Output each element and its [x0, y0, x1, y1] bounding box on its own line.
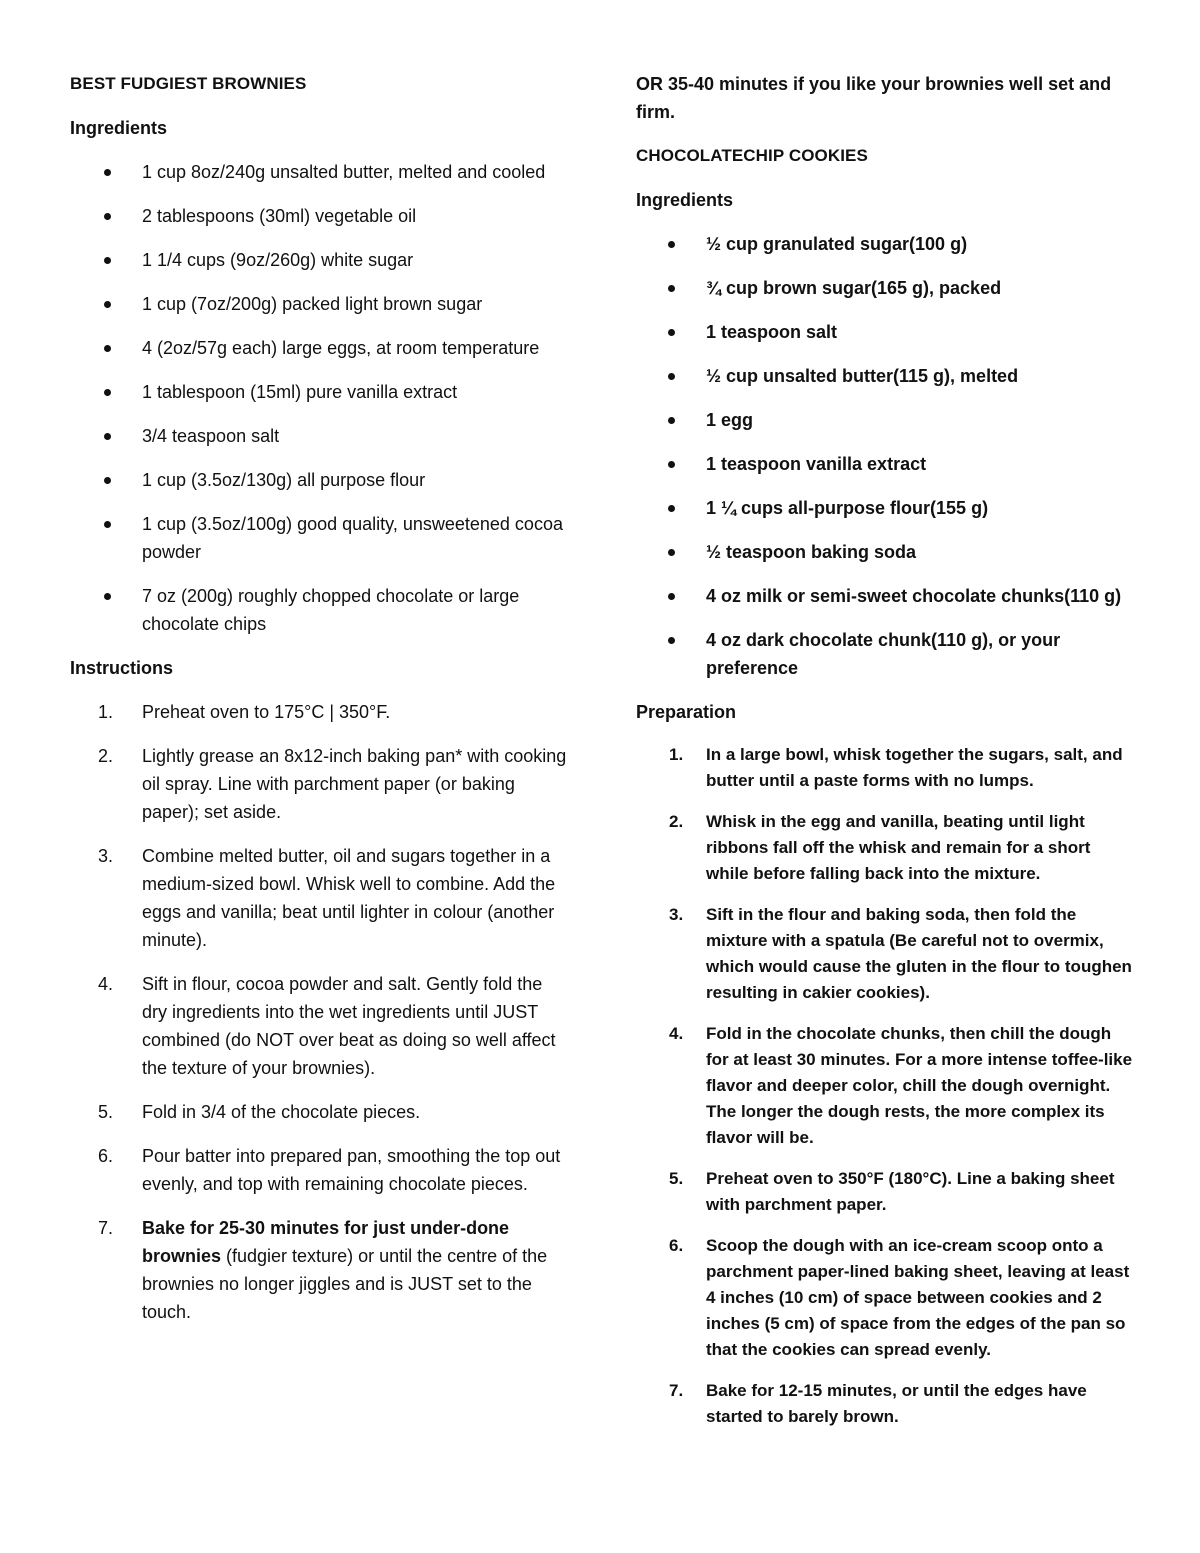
list-item: 1 tablespoon (15ml) pure vanilla extract [70, 378, 570, 406]
list-item: 1 cup (3.5oz/100g) good quality, unsweetened cocoa powder [70, 510, 570, 566]
list-item: ¾ cup brown sugar(165 g), packed [636, 274, 1136, 302]
list-item: 1 cup (7oz/200g) packed light brown sugar [70, 290, 570, 318]
list-item: 2 tablespoons (30ml) vegetable oil [70, 202, 570, 230]
list-item: 7. Bake for 12-15 minutes, or until the edges have started to barely brown. [669, 1381, 1087, 1426]
cookies-column [636, 70, 1136, 1445]
cookies-preparation-list [636, 742, 1136, 1430]
list-item: 3/4 teaspoon salt [70, 422, 570, 450]
bullet-icon [668, 505, 675, 512]
list-item: 4 oz milk or semi-sweet chocolate chunks(110 g) [636, 582, 1136, 610]
list-item: 2. Lightly grease an 8x12-inch baking pan* with cooking oil spray. Line with parchment paper (or baking paper); set aside. [98, 746, 567, 822]
bullet-icon [668, 285, 675, 292]
list-item: 6. Scoop the dough with an ice-cream scoop onto a parchment paper-lined baking sheet, leaving at least 4 inches (10 cm) of space between cookies and 2 inches (5 cm) of space from the edges of the pan so that the cookies can spread evenly. [669, 1236, 1130, 1359]
list-item: 1 1/4 cups (9oz/260g) white sugar [70, 246, 570, 274]
bullet-icon [668, 637, 675, 644]
bullet-icon [668, 241, 675, 248]
list-item: 4 oz dark chocolate chunk(110 g), or your preference [636, 626, 1136, 682]
brownies-instructions-list [70, 698, 570, 1326]
bullet-icon [104, 213, 111, 220]
list-item: 7 oz (200g) roughly chopped chocolate or large chocolate chips [70, 582, 570, 638]
brownies-instructions-heading: Instructions [70, 658, 174, 678]
bullet-icon [668, 461, 675, 468]
list-item: 1 cup 8oz/240g unsalted butter, melted and cooled [70, 158, 570, 186]
list-item: ½ cup granulated sugar(100 g) [636, 230, 1136, 258]
brownies-title: BEST FUDGIEST BROWNIES [70, 74, 307, 93]
bullet-icon [104, 521, 111, 528]
list-item: ½ cup unsalted butter(115 g), melted [636, 362, 1136, 390]
list-item: 3. Combine melted butter, oil and sugars together in a medium-sized bowl. Whisk well to combine. Add the eggs and vanilla; beat until lighter in colour (another minute). [98, 846, 556, 950]
cookies-ingredients-heading: Ingredients [636, 190, 734, 210]
list-item: 1. Preheat oven to 175°C | 350°F. [98, 702, 391, 722]
cookies-preparation-heading: Preparation [636, 702, 737, 722]
list-item: 1 teaspoon salt [636, 318, 1136, 346]
bullet-icon [104, 257, 111, 264]
brownies-column [70, 70, 570, 1342]
brownies-ingredients-list [70, 158, 570, 638]
brownies-continuation: OR 35-40 minutes if you like your brownies well set and firm. [636, 74, 1112, 122]
list-item: ½ teaspoon baking soda [636, 538, 1136, 566]
list-item: 1. In a large bowl, whisk together the sugars, salt, and butter until a paste forms with no lumps. [669, 745, 1123, 790]
list-item: 5. Fold in 3/4 of the chocolate pieces. [98, 1102, 421, 1122]
cookies-ingredients-list [636, 230, 1136, 682]
bullet-icon [104, 389, 111, 396]
bullet-icon [668, 549, 675, 556]
bullet-icon [104, 477, 111, 484]
bullet-icon [104, 433, 111, 440]
list-item: 1 cup (3.5oz/130g) all purpose flour [70, 466, 570, 494]
bullet-icon [668, 329, 675, 336]
list-item: 2. Whisk in the egg and vanilla, beating until light ribbons fall off the whisk and remain for a short while before falling back into the mixture. [669, 812, 1091, 883]
bullet-icon [104, 169, 111, 176]
list-item: 1 egg [636, 406, 1136, 434]
bullet-icon [668, 593, 675, 600]
bullet-icon [104, 593, 111, 600]
bullet-icon [104, 301, 111, 308]
list-item: 4. Sift in flour, cocoa powder and salt. Gently fold the dry ingredients into the wet ingredients until JUST combined (do NOT over beat as doing so well affect the texture of your brownies). [98, 974, 556, 1078]
list-item: 7. Bake for 25-30 minutes for just under-done brownies (fudgier texture) or until the centre of the brownies no longer jiggles and is JUST set to the touch. [98, 1218, 548, 1322]
bullet-icon [668, 417, 675, 424]
list-item: 1 ¼ cups all-purpose flour(155 g) [636, 494, 1136, 522]
cookies-title: CHOCOLATECHIP COOKIES [636, 146, 868, 165]
list-item: 3. Sift in the flour and baking soda, then fold the mixture with a spatula (Be careful not to overmix, which would cause the gluten in the flour to toughen resulting in cakier cookies). [669, 905, 1132, 1002]
brownies-ingredients-heading: Ingredients [70, 118, 168, 138]
bullet-icon [668, 373, 675, 380]
list-item: 6. Pour batter into prepared pan, smoothing the top out evenly, and top with remaining chocolate pieces. [98, 1146, 561, 1194]
list-item: 4 (2oz/57g each) large eggs, at room temperature [70, 334, 570, 362]
list-item: 1 teaspoon vanilla extract [636, 450, 1136, 478]
list-item: 5. Preheat oven to 350°F (180°C). Line a baking sheet with parchment paper. [669, 1169, 1115, 1214]
bullet-icon [104, 345, 111, 352]
list-item: 4. Fold in the chocolate chunks, then chill the dough for at least 30 minutes. For a more intense toffee-like flavor and deeper color, chill the dough overnight. The longer the dough rests, the more complex its flavor will be. [669, 1024, 1133, 1147]
